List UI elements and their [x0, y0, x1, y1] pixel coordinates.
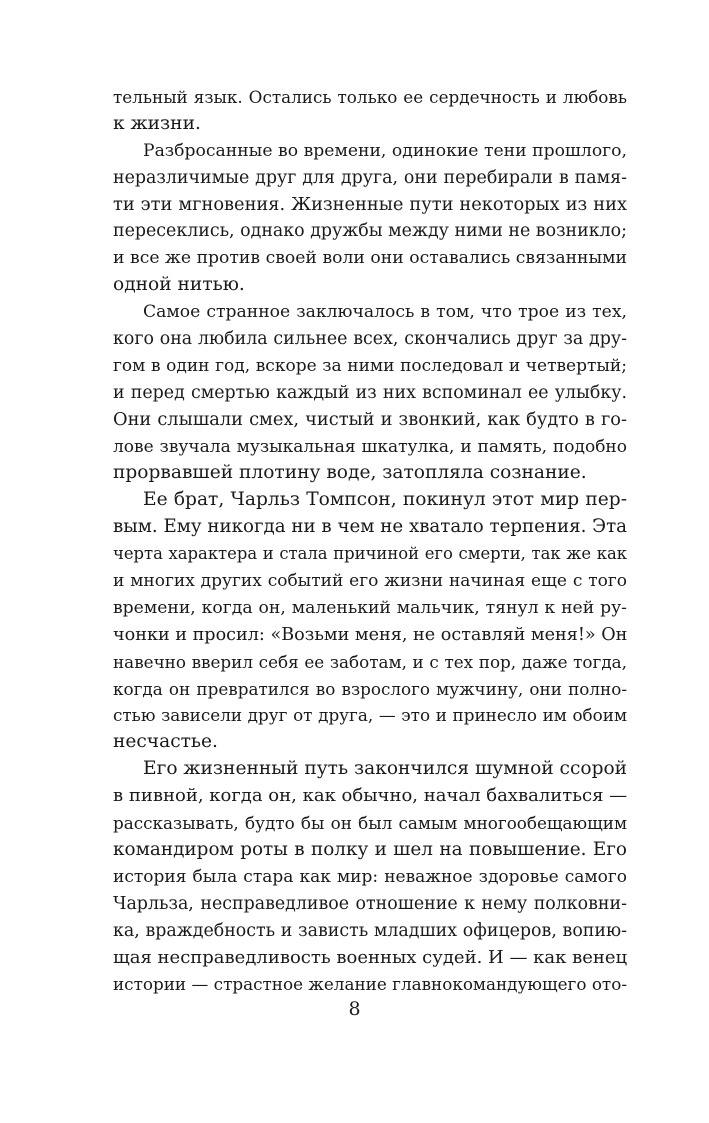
text-line: Самое странное заключалось в том, что трое из тех,	[143, 302, 627, 323]
text-line: неразличимые друг для друга, они перебирали в памя-	[113, 167, 627, 188]
text-line: несчастье.	[113, 731, 218, 753]
text-line: к жизни.	[113, 112, 201, 134]
text-line: рассказывать, будто бы он был самым многообещающим	[113, 813, 627, 834]
text-line: чонки и просил: «Возьми меня, не оставляй меня!» Он	[113, 624, 628, 645]
text-line: ка, враждебность и зависть младших офицеров, вопию-	[113, 920, 627, 941]
text-line: пересеклись, однако дружбы между ними не возникло;	[113, 221, 627, 242]
text-line: вым. Ему никогда ни в чем не хватало терпения. Эта	[113, 516, 627, 538]
text-line: черта характера и стала причиной его смерти, так же как	[113, 544, 627, 564]
body-text	[113, 84, 627, 998]
text-line: гом в один год, вскоре за ними последовал и четвертый;	[113, 355, 627, 376]
text-line: и все же против своей воли они оставались связанными	[113, 248, 627, 269]
text-line: Чарльза, несправедливое отношение к нему полковни-	[113, 893, 627, 914]
text-line: ти эти мгновения. Жизненные пути некоторых из них	[113, 193, 627, 215]
text-line: когда он превратился во взрослого мужчину, они полно-	[113, 678, 627, 699]
text-line: Его жизненный путь закончился шумной ссорой	[143, 758, 628, 780]
text-line: одной нитью.	[113, 274, 245, 296]
text-line: тельный язык. Остались только ее сердечность и любовь	[113, 87, 627, 107]
page-number: 8	[348, 998, 361, 1020]
text-line: и перед смертью каждый из них вспоминал ее улыбку.	[113, 382, 627, 403]
text-line: лове звучала музыкальная шкатулка, и память, подобно	[113, 436, 627, 457]
text-line: Ее брат, Чарльз Томпсон, покинул этот мир пер-	[143, 489, 627, 511]
text-line: кого она любила сильнее всех, скончались друг за дру-	[113, 329, 627, 350]
text-line: и многих других событий его жизни начиная еще с того	[113, 571, 627, 592]
text-line: истории — страстное желание главнокомандующего ото-	[113, 974, 627, 995]
text-line: Разбросанные во времени, одинокие тени прошлого,	[143, 140, 627, 161]
text-line: прорвавшей плотину воде, затопляла сознание.	[113, 462, 587, 484]
text-line: в пивной, когда он, как обычно, начал бахвалиться —	[113, 785, 628, 807]
text-line: командиром роты в полку и шел на повышение. Его	[113, 838, 627, 860]
text-line: Они слышали смех, чистый и звонкий, как будто в го-	[113, 408, 627, 430]
text-line: стью зависели друг от друга, — это и принесло им обоим	[113, 705, 627, 726]
text-line: навечно вверил себя ее заботам, и с тех пор, даже тогда,	[113, 651, 627, 672]
text-line: щая несправедливость военных судей. И — как венец	[113, 946, 628, 968]
text-line: времени, когда он, маленький мальчик, тянул к ней ру-	[113, 597, 627, 618]
text-line: история была стара как мир: неважное здоровье самого	[113, 866, 627, 887]
